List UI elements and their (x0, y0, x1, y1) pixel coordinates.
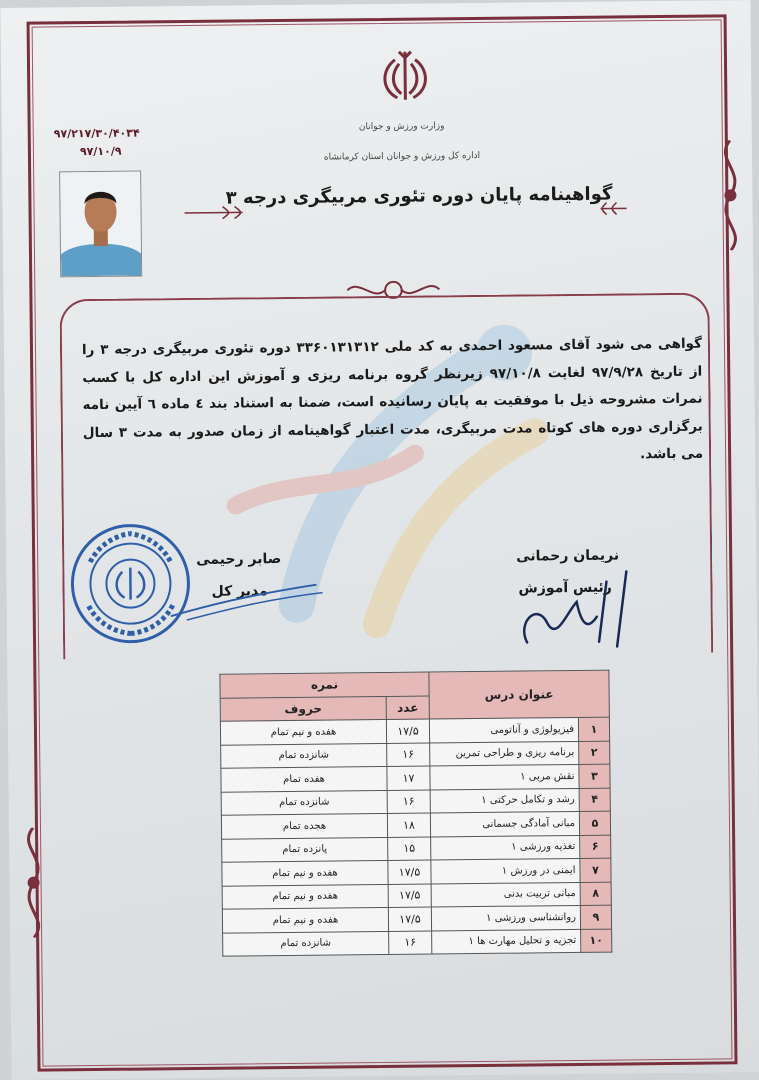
director-name: صابر رحیمی (196, 551, 282, 568)
row-index: ۷ (580, 858, 611, 882)
title-flourish-left-icon (182, 203, 252, 222)
row-index: ۵ (579, 811, 610, 835)
score-number: ۱۸ (387, 813, 430, 837)
course-title: مبانی تربیت بدنی (431, 882, 580, 907)
director-title: مدیر کل (211, 583, 268, 600)
course-title: رشد و تکامل حرکتی ۱ (430, 788, 579, 813)
row-index: ۶ (580, 835, 611, 859)
emblem-icon (373, 45, 438, 110)
reference-date: ۹۷/۱۰/۹ (79, 144, 122, 159)
score-number: ۱۷/۵ (388, 883, 431, 907)
score-letters: هفده تمام (221, 766, 387, 791)
course-title: فیزیولوژی و آناتومی (429, 717, 578, 742)
score-column-header: نمره (220, 672, 429, 698)
director-signature-icon (166, 575, 327, 627)
grade-row (223, 929, 612, 957)
score-letters: هفده و نیم تمام (222, 884, 388, 909)
letters-column-header: حروف (220, 696, 386, 721)
row-index: ۳ (579, 764, 610, 788)
row-index: ۴ (579, 788, 610, 812)
reference-number: ۹۷/۲۱۷/۳۰/۴۰۳۴ (53, 126, 140, 141)
person-photo-icon (60, 172, 141, 277)
course-title: نقش مربی ۱ (430, 764, 579, 789)
side-ornament-right-icon (710, 140, 751, 250)
certificate-body: گواهی می شود آقای مسعود احمدی به کد ملی ۳۳۶۰۱۳۱۳۱۲ دوره تئوری مربیگری درجه ۳ را از تاریخ ۹۷/۹/۲۸ لغایت ۹۷/۱۰/۸ زیرنظر گروه برنامه ریزی و آموزش این اداره کل با کسب نمرات مشروحه ذیل با موفقیت به پایان رسانیده است، ضمنا به استناد بند ٤ ماده ٦ آیین نامه برگزاری دوره های کوتاه مدت مربیگری، مدت اعتبار گواهینامه از زمان صدور به مدت ۳ سال می باشد. (81, 335, 704, 463)
score-letters: شانزده تمام (221, 790, 387, 815)
score-number: ۱۷ (387, 766, 430, 790)
row-index: ۱ (578, 717, 609, 741)
training-head-name: نریمان رحمانی (516, 547, 620, 565)
subject-column-header: عنوان درس (429, 670, 609, 719)
score-letters: هفده و نیم تمام (222, 907, 388, 932)
training-head-title: رئیس آموزش (518, 579, 612, 597)
ministry-name: وزارت ورزش و جوانان (358, 121, 445, 133)
score-letters: شانزده تمام (221, 743, 387, 768)
training-head-signature-icon (506, 561, 657, 653)
score-letters: هجده تمام (221, 813, 387, 838)
score-letters: پانزده تمام (222, 837, 388, 862)
row-index: ۹ (580, 905, 611, 929)
score-letters: هفده و نیم تمام (222, 860, 388, 885)
grades-table (219, 670, 612, 957)
row-index: ۸ (580, 882, 611, 906)
side-ornament-left-icon (13, 827, 54, 937)
course-title: برنامه ریزی و طراحی تمرین (430, 741, 579, 766)
course-title: تجزیه و تحلیل مهارت ها ۱ (432, 929, 581, 954)
department-name: اداره کل ورزش و جوانان استان کرمانشاه (323, 150, 481, 163)
score-number: ۱۵ (388, 836, 431, 860)
score-number: ۱۶ (389, 930, 432, 954)
course-title: مبانی آمادگی جسمانی (430, 811, 579, 836)
score-number: ۱۷/۵ (386, 719, 429, 743)
title-flourish-right-icon (598, 199, 628, 217)
course-title: روانشناسی ورزشی ۱ (431, 905, 580, 930)
score-number: ۱۷/۵ (388, 860, 431, 884)
course-title: تغذیه ورزشی ۱ (431, 835, 580, 860)
number-column-header: عدد (386, 696, 429, 720)
score-letters: شانزده تمام (223, 931, 389, 956)
row-index: ۱۰ (581, 929, 612, 953)
score-number: ۱۶ (387, 743, 430, 767)
score-number: ۱۷/۵ (388, 907, 431, 931)
score-number: ۱۶ (387, 789, 430, 813)
holder-photo (59, 170, 142, 277)
row-index: ۲ (579, 741, 610, 765)
score-letters: هفده و نیم تمام (220, 719, 386, 744)
certificate-title: گواهینامه پایان دوره تئوری مربیگری درجه ۳ (225, 183, 613, 209)
course-title: ایمنی در ورزش ۱ (431, 858, 580, 883)
